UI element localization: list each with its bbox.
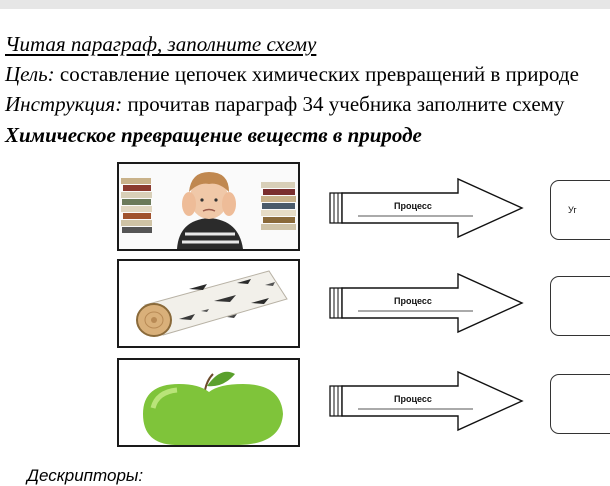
- section-subtitle: Химическое превращение веществ в природе: [5, 123, 422, 147]
- result-box-2: [550, 276, 610, 336]
- worksheet-heading: Читая параграф, заполните схему: [5, 32, 317, 56]
- goal-label: Цель:: [5, 62, 55, 86]
- process-label-3: Процесс: [394, 394, 432, 404]
- boy-with-books-image: [117, 162, 300, 251]
- green-apple-image: [117, 358, 300, 447]
- top-bar: [0, 0, 610, 9]
- descriptors-heading: Дескрипторы:: [27, 466, 144, 485]
- process-label-2: Процесс: [394, 296, 432, 306]
- birch-log-image: [117, 259, 300, 348]
- result-box-3: [550, 374, 610, 434]
- instruction-text: прочитав параграф 34 учебника заполните схему: [122, 92, 565, 116]
- goal-text: составление цепочек химических превращений в природе: [54, 62, 579, 86]
- result-text-1: Уг: [568, 205, 577, 215]
- process-label-1: Процесс: [394, 201, 432, 211]
- instruction-label: Инструкция:: [5, 92, 123, 116]
- goal-line: [5, 62, 579, 86]
- instruction-line: [5, 92, 564, 116]
- result-box-1: [550, 180, 610, 240]
- books-stack-right: [261, 182, 296, 230]
